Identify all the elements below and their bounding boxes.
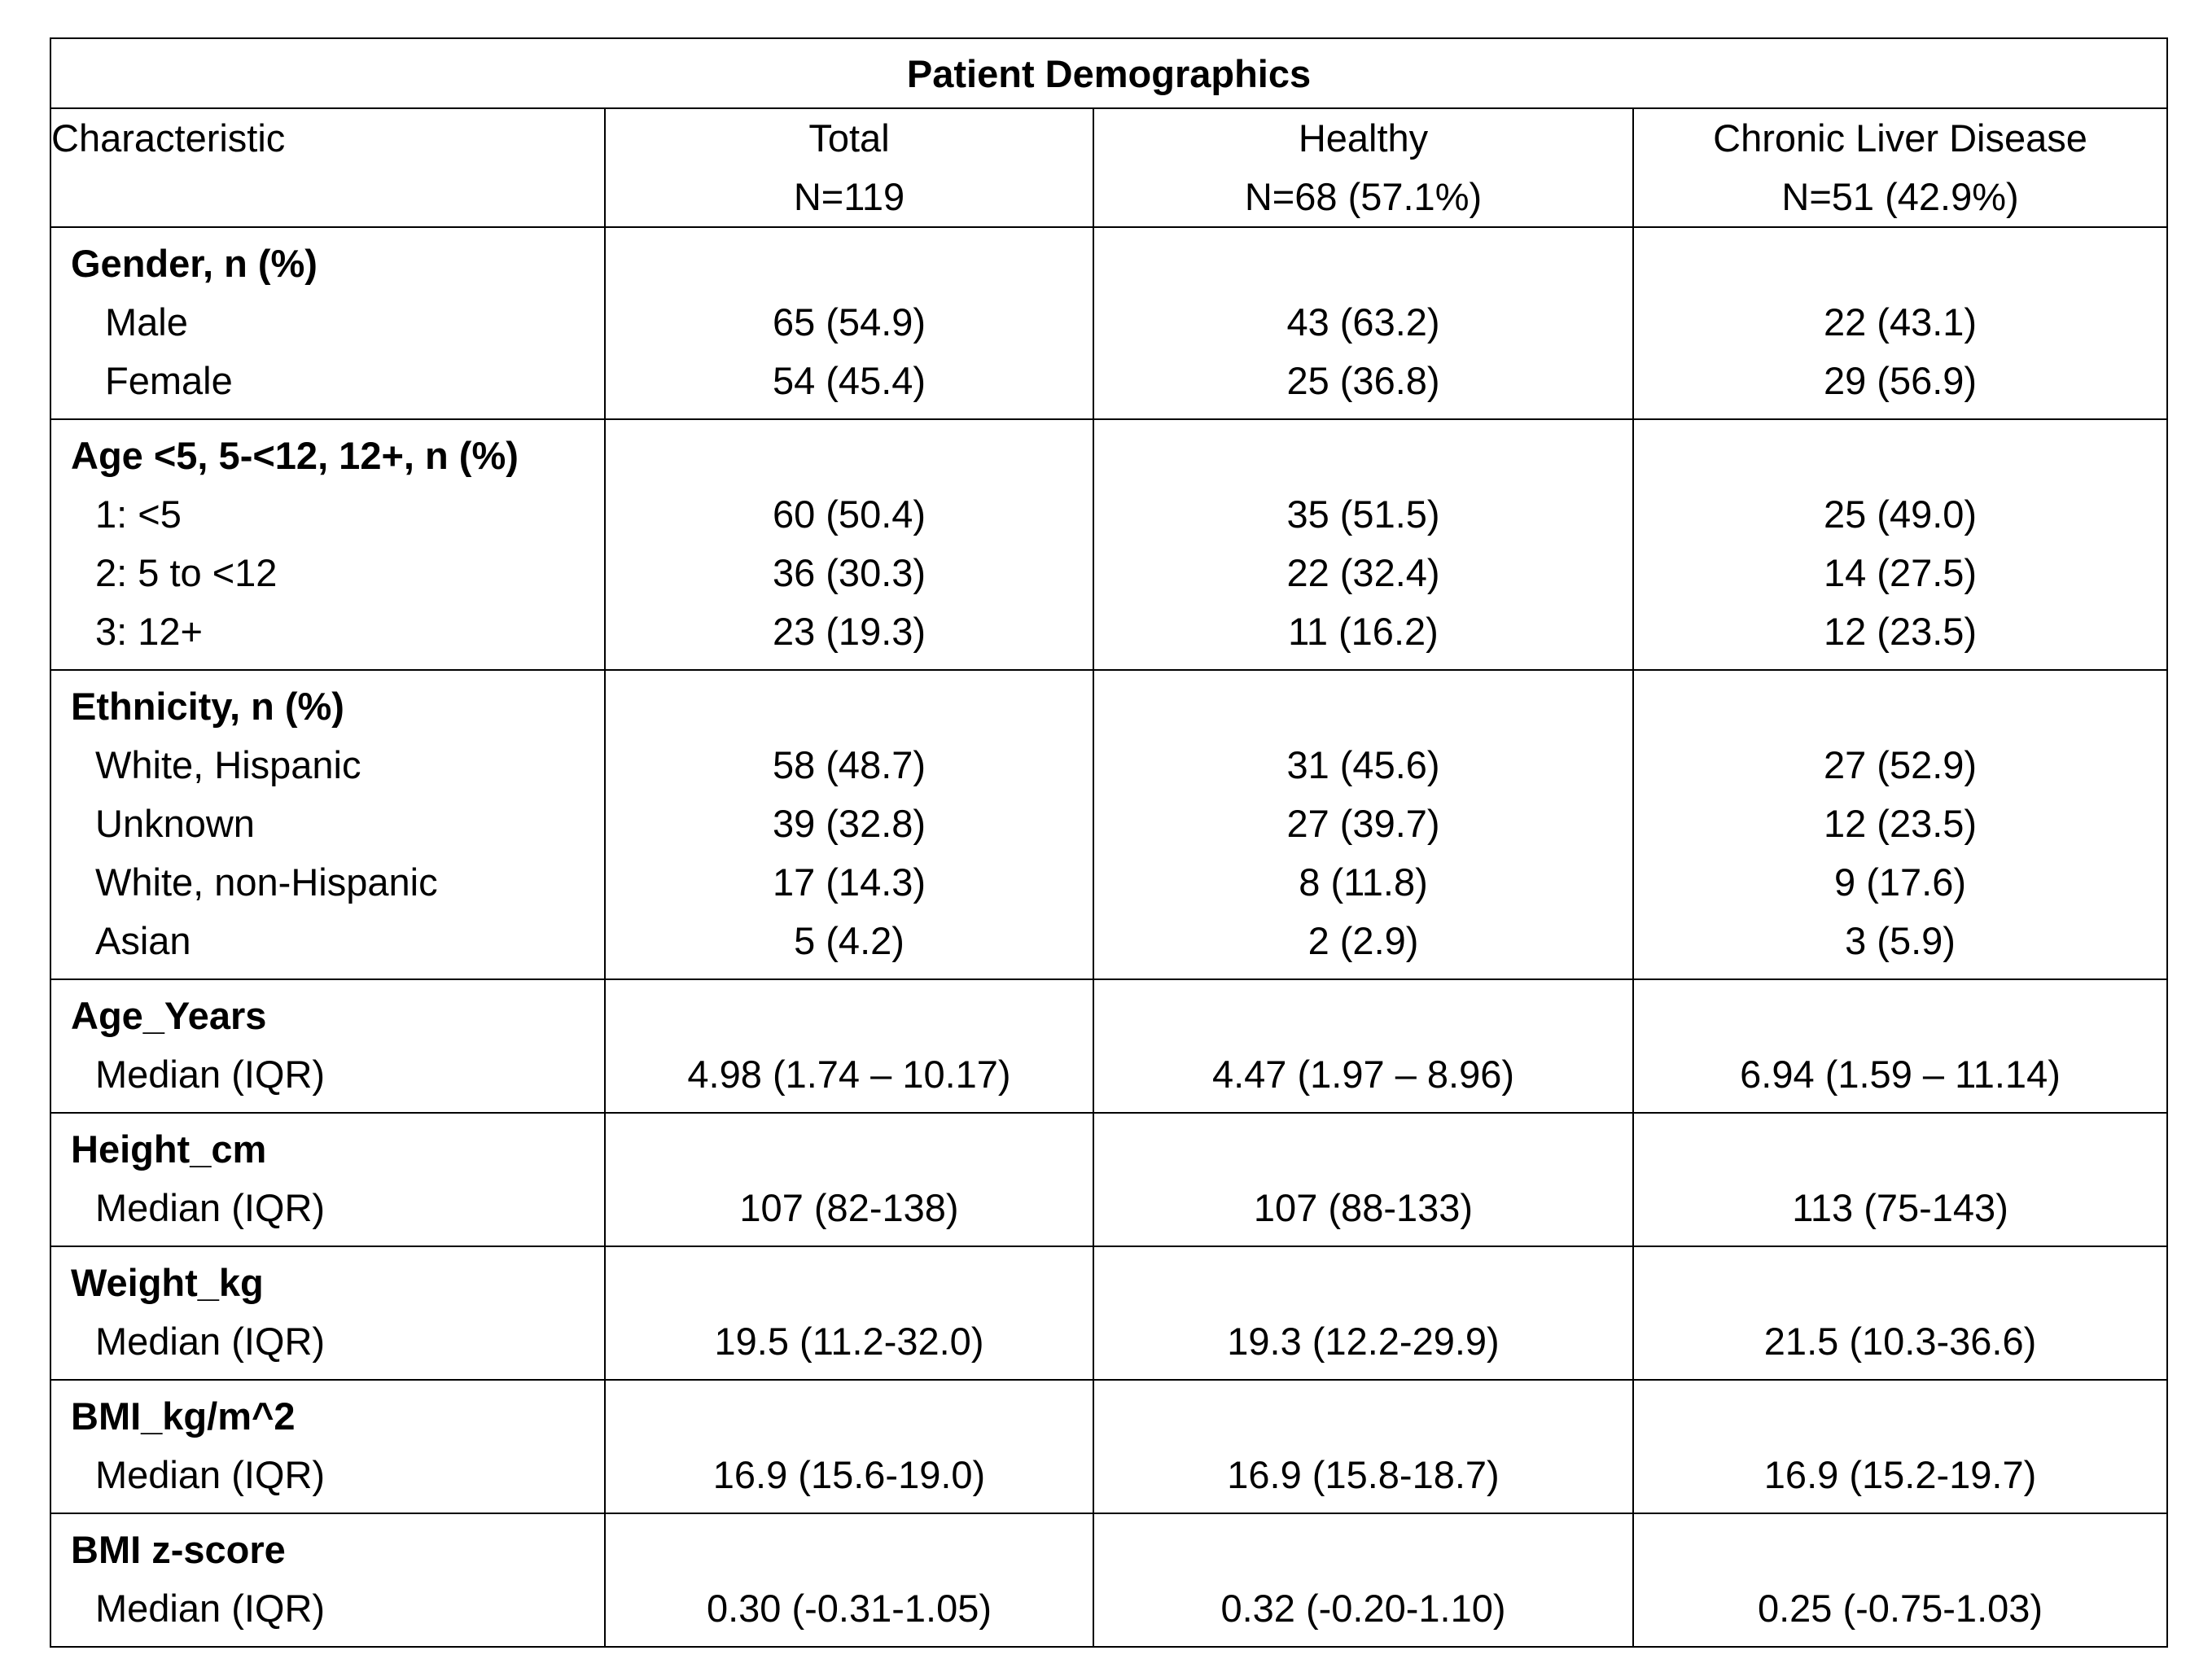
patient-demographics-table	[50, 37, 2168, 1648]
row-value: 14 (27.5)	[1823, 551, 1978, 594]
row-label: Median (IQR)	[95, 1186, 326, 1229]
row-value: 22 (32.4)	[1286, 551, 1440, 594]
row-label: Female	[105, 359, 233, 402]
characteristic-cell	[50, 1380, 605, 1513]
row-label: Median (IQR)	[95, 1587, 326, 1630]
row-label: White, Hispanic	[95, 743, 361, 786]
section-label: Age <5, 5-<12, 12+, n (%)	[71, 434, 519, 477]
total-cell	[605, 227, 1093, 419]
section-label: Weight_kg	[71, 1261, 264, 1304]
section-spacer	[1634, 1521, 2166, 1579]
row-value: 27 (39.7)	[1286, 802, 1440, 845]
section-spacer	[1094, 1387, 1632, 1446]
row-value: 16.9 (15.2-19.7)	[1763, 1453, 2037, 1496]
table-section-row	[50, 1513, 2167, 1647]
row-value: 107 (88-133)	[1253, 1186, 1474, 1229]
column-header-count: N=68 (57.1%)	[1244, 175, 1483, 218]
row-value: 43 (63.2)	[1286, 300, 1440, 344]
row-value: 60 (50.4)	[772, 493, 926, 536]
chronic-liver-disease-cell	[1633, 979, 2167, 1113]
row-label: Unknown	[95, 802, 255, 845]
healthy-cell	[1093, 227, 1633, 419]
table-section-row	[50, 1246, 2167, 1380]
row-value: 35 (51.5)	[1286, 493, 1440, 536]
total-cell	[605, 419, 1093, 670]
section-label: BMI z-score	[71, 1528, 286, 1571]
row-value: 0.32 (-0.20-1.10)	[1220, 1587, 1506, 1630]
column-header-label: Healthy	[1298, 116, 1429, 160]
row-label: Asian	[95, 919, 191, 962]
row-value: 0.25 (-0.75-1.03)	[1757, 1587, 2043, 1630]
row-value: 16.9 (15.6-19.0)	[712, 1453, 986, 1496]
section-spacer	[1094, 987, 1632, 1045]
row-label: White, non-Hispanic	[95, 860, 438, 904]
total-cell	[605, 1513, 1093, 1647]
row-value: 16.9 (15.8-18.7)	[1227, 1453, 1500, 1496]
row-value: 23 (19.3)	[772, 610, 926, 653]
row-value: 12 (23.5)	[1823, 802, 1978, 845]
healthy-cell	[1093, 1113, 1633, 1246]
column-header-healthy	[1093, 108, 1633, 227]
column-header-total	[605, 108, 1093, 227]
chronic-liver-disease-cell	[1633, 1113, 2167, 1246]
section-label: Gender, n (%)	[71, 242, 318, 285]
row-label: Median (IQR)	[95, 1320, 326, 1363]
section-spacer	[1094, 1521, 1632, 1579]
healthy-cell	[1093, 1513, 1633, 1647]
row-label: Male	[105, 300, 188, 344]
column-header-chronic-liver-disease	[1633, 108, 2167, 227]
total-cell	[605, 1380, 1093, 1513]
row-value: 21.5 (10.3-36.6)	[1763, 1320, 2037, 1363]
chronic-liver-disease-cell	[1633, 670, 2167, 979]
row-value: 25 (36.8)	[1286, 359, 1440, 402]
section-label: Height_cm	[71, 1127, 267, 1171]
row-label: 1: <5	[95, 493, 182, 536]
total-cell	[605, 1113, 1093, 1246]
row-value: 31 (45.6)	[1286, 743, 1440, 786]
row-value: 19.5 (11.2-32.0)	[714, 1320, 984, 1363]
row-value: 12 (23.5)	[1823, 610, 1978, 653]
row-label: Median (IQR)	[95, 1453, 326, 1496]
row-value: 113 (75-143)	[1792, 1186, 2008, 1229]
row-value: 36 (30.3)	[772, 551, 926, 594]
row-value: 0.30 (-0.31-1.05)	[706, 1587, 992, 1630]
section-spacer	[606, 427, 1093, 485]
column-header-count: N=119	[793, 175, 905, 218]
row-value: 22 (43.1)	[1823, 300, 1978, 344]
row-value: 25 (49.0)	[1823, 493, 1978, 536]
section-spacer	[1094, 427, 1632, 485]
section-spacer	[606, 677, 1093, 736]
row-value: 2 (2.9)	[1307, 919, 1419, 962]
row-value: 4.98 (1.74 – 10.17)	[687, 1053, 1011, 1096]
row-value: 17 (14.3)	[772, 860, 926, 904]
total-cell	[605, 979, 1093, 1113]
row-value: 58 (48.7)	[772, 743, 926, 786]
characteristic-cell	[50, 1513, 605, 1647]
chronic-liver-disease-cell	[1633, 1246, 2167, 1380]
table-section-row	[50, 419, 2167, 670]
table-section-row	[50, 227, 2167, 419]
row-value: 6.94 (1.59 – 11.14)	[1740, 1053, 2061, 1096]
column-header-count: N=51 (42.9%)	[1781, 175, 2019, 218]
section-spacer	[1634, 987, 2166, 1045]
section-spacer	[1094, 1254, 1632, 1312]
section-spacer	[606, 234, 1093, 293]
section-spacer	[1094, 1120, 1632, 1179]
row-value: 11 (16.2)	[1288, 610, 1439, 653]
row-value: 8 (11.8)	[1299, 860, 1428, 904]
column-header-label: Total	[808, 116, 890, 160]
section-spacer	[606, 1120, 1093, 1179]
column-header-row	[50, 108, 2167, 227]
section-label: Age_Years	[71, 994, 267, 1037]
table-section-row	[50, 1380, 2167, 1513]
section-spacer	[606, 1521, 1093, 1579]
table-section-row	[50, 979, 2167, 1113]
section-spacer	[1094, 677, 1632, 736]
table-title: Patient Demographics	[50, 38, 2167, 108]
total-cell	[605, 1246, 1093, 1380]
healthy-cell	[1093, 1246, 1633, 1380]
healthy-cell	[1093, 979, 1633, 1113]
row-value: 4.47 (1.97 – 8.96)	[1211, 1053, 1515, 1096]
characteristic-cell	[50, 670, 605, 979]
table-body	[50, 227, 2167, 1647]
section-spacer	[1634, 427, 2166, 485]
row-value: 54 (45.4)	[772, 359, 926, 402]
section-spacer	[606, 1254, 1093, 1312]
section-spacer	[1634, 1254, 2166, 1312]
section-spacer	[606, 1387, 1093, 1446]
row-value: 39 (32.8)	[772, 802, 926, 845]
table-section-row	[50, 1113, 2167, 1246]
column-header-characteristic	[50, 108, 605, 227]
column-header-label: Chronic Liver Disease	[1713, 116, 2087, 160]
section-label: BMI_kg/m^2	[71, 1394, 296, 1438]
row-label: 2: 5 to <12	[95, 551, 278, 594]
characteristic-cell	[50, 227, 605, 419]
row-value: 19.3 (12.2-29.9)	[1227, 1320, 1500, 1363]
healthy-cell	[1093, 1380, 1633, 1513]
healthy-cell	[1093, 670, 1633, 979]
row-value: 3 (5.9)	[1845, 919, 1956, 962]
characteristic-cell	[50, 979, 605, 1113]
row-label: 3: 12+	[95, 610, 203, 653]
section-spacer	[1094, 234, 1632, 293]
section-spacer	[606, 987, 1093, 1045]
section-spacer	[1634, 234, 2166, 293]
table-section-row	[50, 670, 2167, 979]
section-spacer	[1634, 1120, 2166, 1179]
chronic-liver-disease-cell	[1633, 1513, 2167, 1647]
row-value: 29 (56.9)	[1823, 359, 1978, 402]
column-header-label: Characteristic	[51, 116, 286, 160]
total-cell	[605, 670, 1093, 979]
row-value: 65 (54.9)	[772, 300, 926, 344]
row-label: Median (IQR)	[95, 1053, 326, 1096]
section-label: Ethnicity, n (%)	[71, 685, 344, 728]
row-value: 27 (52.9)	[1823, 743, 1978, 786]
chronic-liver-disease-cell	[1633, 227, 2167, 419]
chronic-liver-disease-cell	[1633, 419, 2167, 670]
chronic-liver-disease-cell	[1633, 1380, 2167, 1513]
row-value: 5 (4.2)	[794, 919, 905, 962]
healthy-cell	[1093, 419, 1633, 670]
row-value: 9 (17.6)	[1834, 860, 1967, 904]
section-spacer	[1634, 677, 2166, 736]
title-row	[50, 38, 2167, 108]
characteristic-cell	[50, 419, 605, 670]
characteristic-cell	[50, 1113, 605, 1246]
row-value: 107 (82-138)	[739, 1186, 959, 1229]
section-spacer	[1634, 1387, 2166, 1446]
characteristic-cell	[50, 1246, 605, 1380]
